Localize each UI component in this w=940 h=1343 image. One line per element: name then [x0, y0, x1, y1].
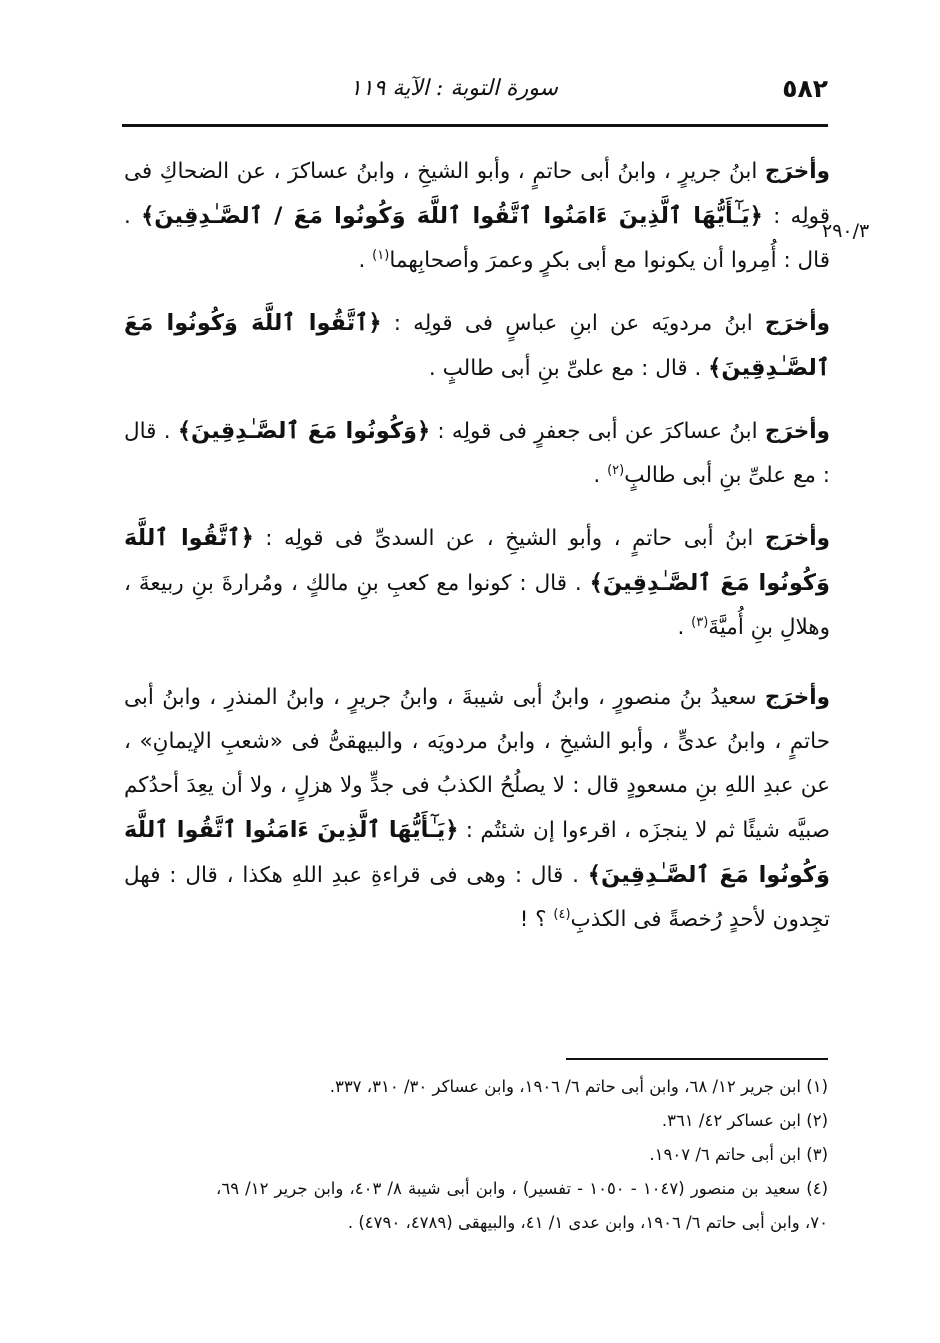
paragraph-text: ابنُ مردويَه عن ابنِ عباسٍ فى قولِه : — [381, 311, 765, 336]
paragraph-lead: وأخرَج — [764, 685, 830, 710]
main-text — [124, 150, 830, 960]
footnotes — [216, 1070, 828, 1240]
footnote-rule — [566, 1058, 828, 1060]
paragraph-4 — [124, 516, 830, 650]
quran-verse: ﴿ٱتَّقُوا ٱللَّهَ وَكُونُوا مَعَ ٱلصَّـٰدِقِينَ﴾ — [124, 525, 831, 596]
header-rule — [122, 124, 828, 127]
paragraph-text: . قال : كونوا مع كعبِ بنِ مالكٍ ، ومُرارةَ بنِ ربيعةَ ، وهلالِ بنِ أُميَّةَ — [124, 571, 830, 640]
paragraph-3 — [124, 409, 830, 498]
quran-verse: ﴿وَكُونُوا مَعَ ٱلصَّـٰدِقِينَ﴾ — [177, 418, 431, 444]
page-number: ٥٨٢ — [782, 74, 828, 103]
footnote-reference[interactable]: (٤) — [553, 906, 571, 922]
footnote-4: (٤) سعيد بن منصور (١٠٤٧ - ١٠٥٠ - تفسير) ، وابن أبى شيبة ٨/ ٤٠٣، وابن جرير ١٢/ ٦٩، ٧٠، وابن أبى حاتم ٦/ ١٩٠٦، وابن عدى ١/ ٤١، والبيهقى (٤٧٨٩، ٤٧٩٠) . — [216, 1179, 828, 1232]
paragraph-lead: وأخرَج — [764, 159, 830, 184]
paragraph-text: . قال : مع علىِّ بنِ أبى طالبٍ — [124, 419, 830, 488]
running-head: سورة التوبة : الآية ١١٩ — [349, 76, 558, 101]
quran-verse: ﴿يَـٰٓأَيُّهَا ٱلَّذِينَ ءَامَنُوا ٱتَّقُوا ٱللَّهَ وَكُونُوا مَعَ / ٱلصَّـٰدِقِينَ﴾ — [141, 203, 763, 229]
paragraph-text: ابنُ جريرٍ ، وابنُ أبى حاتمٍ ، وأبو الشيخِ ، وابنُ عساكرَ ، عن الضحاكِ فى قولِه : — [124, 159, 831, 229]
paragraph-text: ابنُ عساكرَ عن أبى جعفرٍ فى قولِه : — [430, 419, 765, 444]
margin-reference: ٢٩٠/٣ — [822, 220, 870, 242]
paragraph-text: . — [593, 463, 608, 488]
paragraph-1 — [124, 150, 830, 283]
paragraph-text: . قال : أُمِروا أن يكونوا مع أبى بكرٍ وعمرَ وأصحابِهما — [124, 204, 830, 273]
paragraph-text: . — [358, 248, 373, 273]
paragraph-text: سعيدُ بنُ منصورٍ ، وابنُ أبى شيبةَ ، وابنُ جريرٍ ، وابنُ المنذرِ ، وابنُ أبى حاتمٍ ، وابنُ عدىٍّ ، وأبو الشيخِ ، وابنُ مردويَه ، والبيهقىُّ فى «شعبِ الإيمانِ» ، عن عبدِ اللهِ بنِ مسعودٍ قال : لا يصلُحُ الكذبُ فى جدٍّ ولا هزلٍ ، ولا أن يعِدَ أحدُكم صبيَّه شيئًا ثم لا ينجزَه ، اقرءوا إن شئتُم : — [124, 685, 831, 843]
footnote-3: (٣) ابن أبى حاتم ٦/ ١٩٠٧. — [649, 1145, 828, 1164]
page-header — [120, 74, 828, 114]
paragraph-5 — [124, 676, 830, 942]
footnote-reference[interactable]: (٣) — [691, 614, 709, 630]
footnote-reference[interactable]: (٢) — [607, 462, 625, 478]
paragraph-2 — [124, 301, 830, 391]
footnote-1: (١) ابن جرير ١٢/ ٦٨، وابن أبى حاتم ٦/ ١٩٠٦، وابن عساكر ٣٠/ ٣١٠، ٣٣٧. — [329, 1077, 828, 1096]
paragraph-text: . قال : مع علىِّ بنِ أبى طالبٍ . — [428, 356, 709, 381]
paragraph-lead: وأخرَج — [764, 419, 831, 444]
footnote-reference[interactable]: (١) — [372, 247, 390, 263]
paragraph-text: . قال : وهى فى قراءةِ عبدِ اللهِ هكذا ، قال : فهل تجِدون لأحدٍ رُخصةً فى الكذبِ — [124, 863, 830, 932]
paragraph-lead: وأخرَج — [764, 526, 831, 551]
paragraph-lead: وأخرَج — [764, 311, 830, 336]
footnote-2: (٢) ابن عساكر ٤٢/ ٣٦١. — [661, 1111, 828, 1130]
paragraph-text: . — [677, 615, 692, 640]
paragraph-text: ابنُ أبى حاتمٍ ، وأبو الشيخِ ، عن السدىِّ فى قولِه : — [253, 526, 765, 551]
paragraph-text: ؟ ! — [519, 907, 554, 932]
quran-verse: ﴿يَـٰٓأَيُّهَا ٱلَّذِينَ ءَامَنُوا ٱتَّقُوا ٱللَّهَ وَكُونُوا مَعَ ٱلصَّـٰدِقِينَ﴾ — [124, 817, 831, 888]
quran-verse: ﴿ٱتَّقُوا ٱللَّهَ وَكُونُوا مَعَ ٱلصَّـٰدِقِينَ﴾ — [124, 310, 830, 381]
